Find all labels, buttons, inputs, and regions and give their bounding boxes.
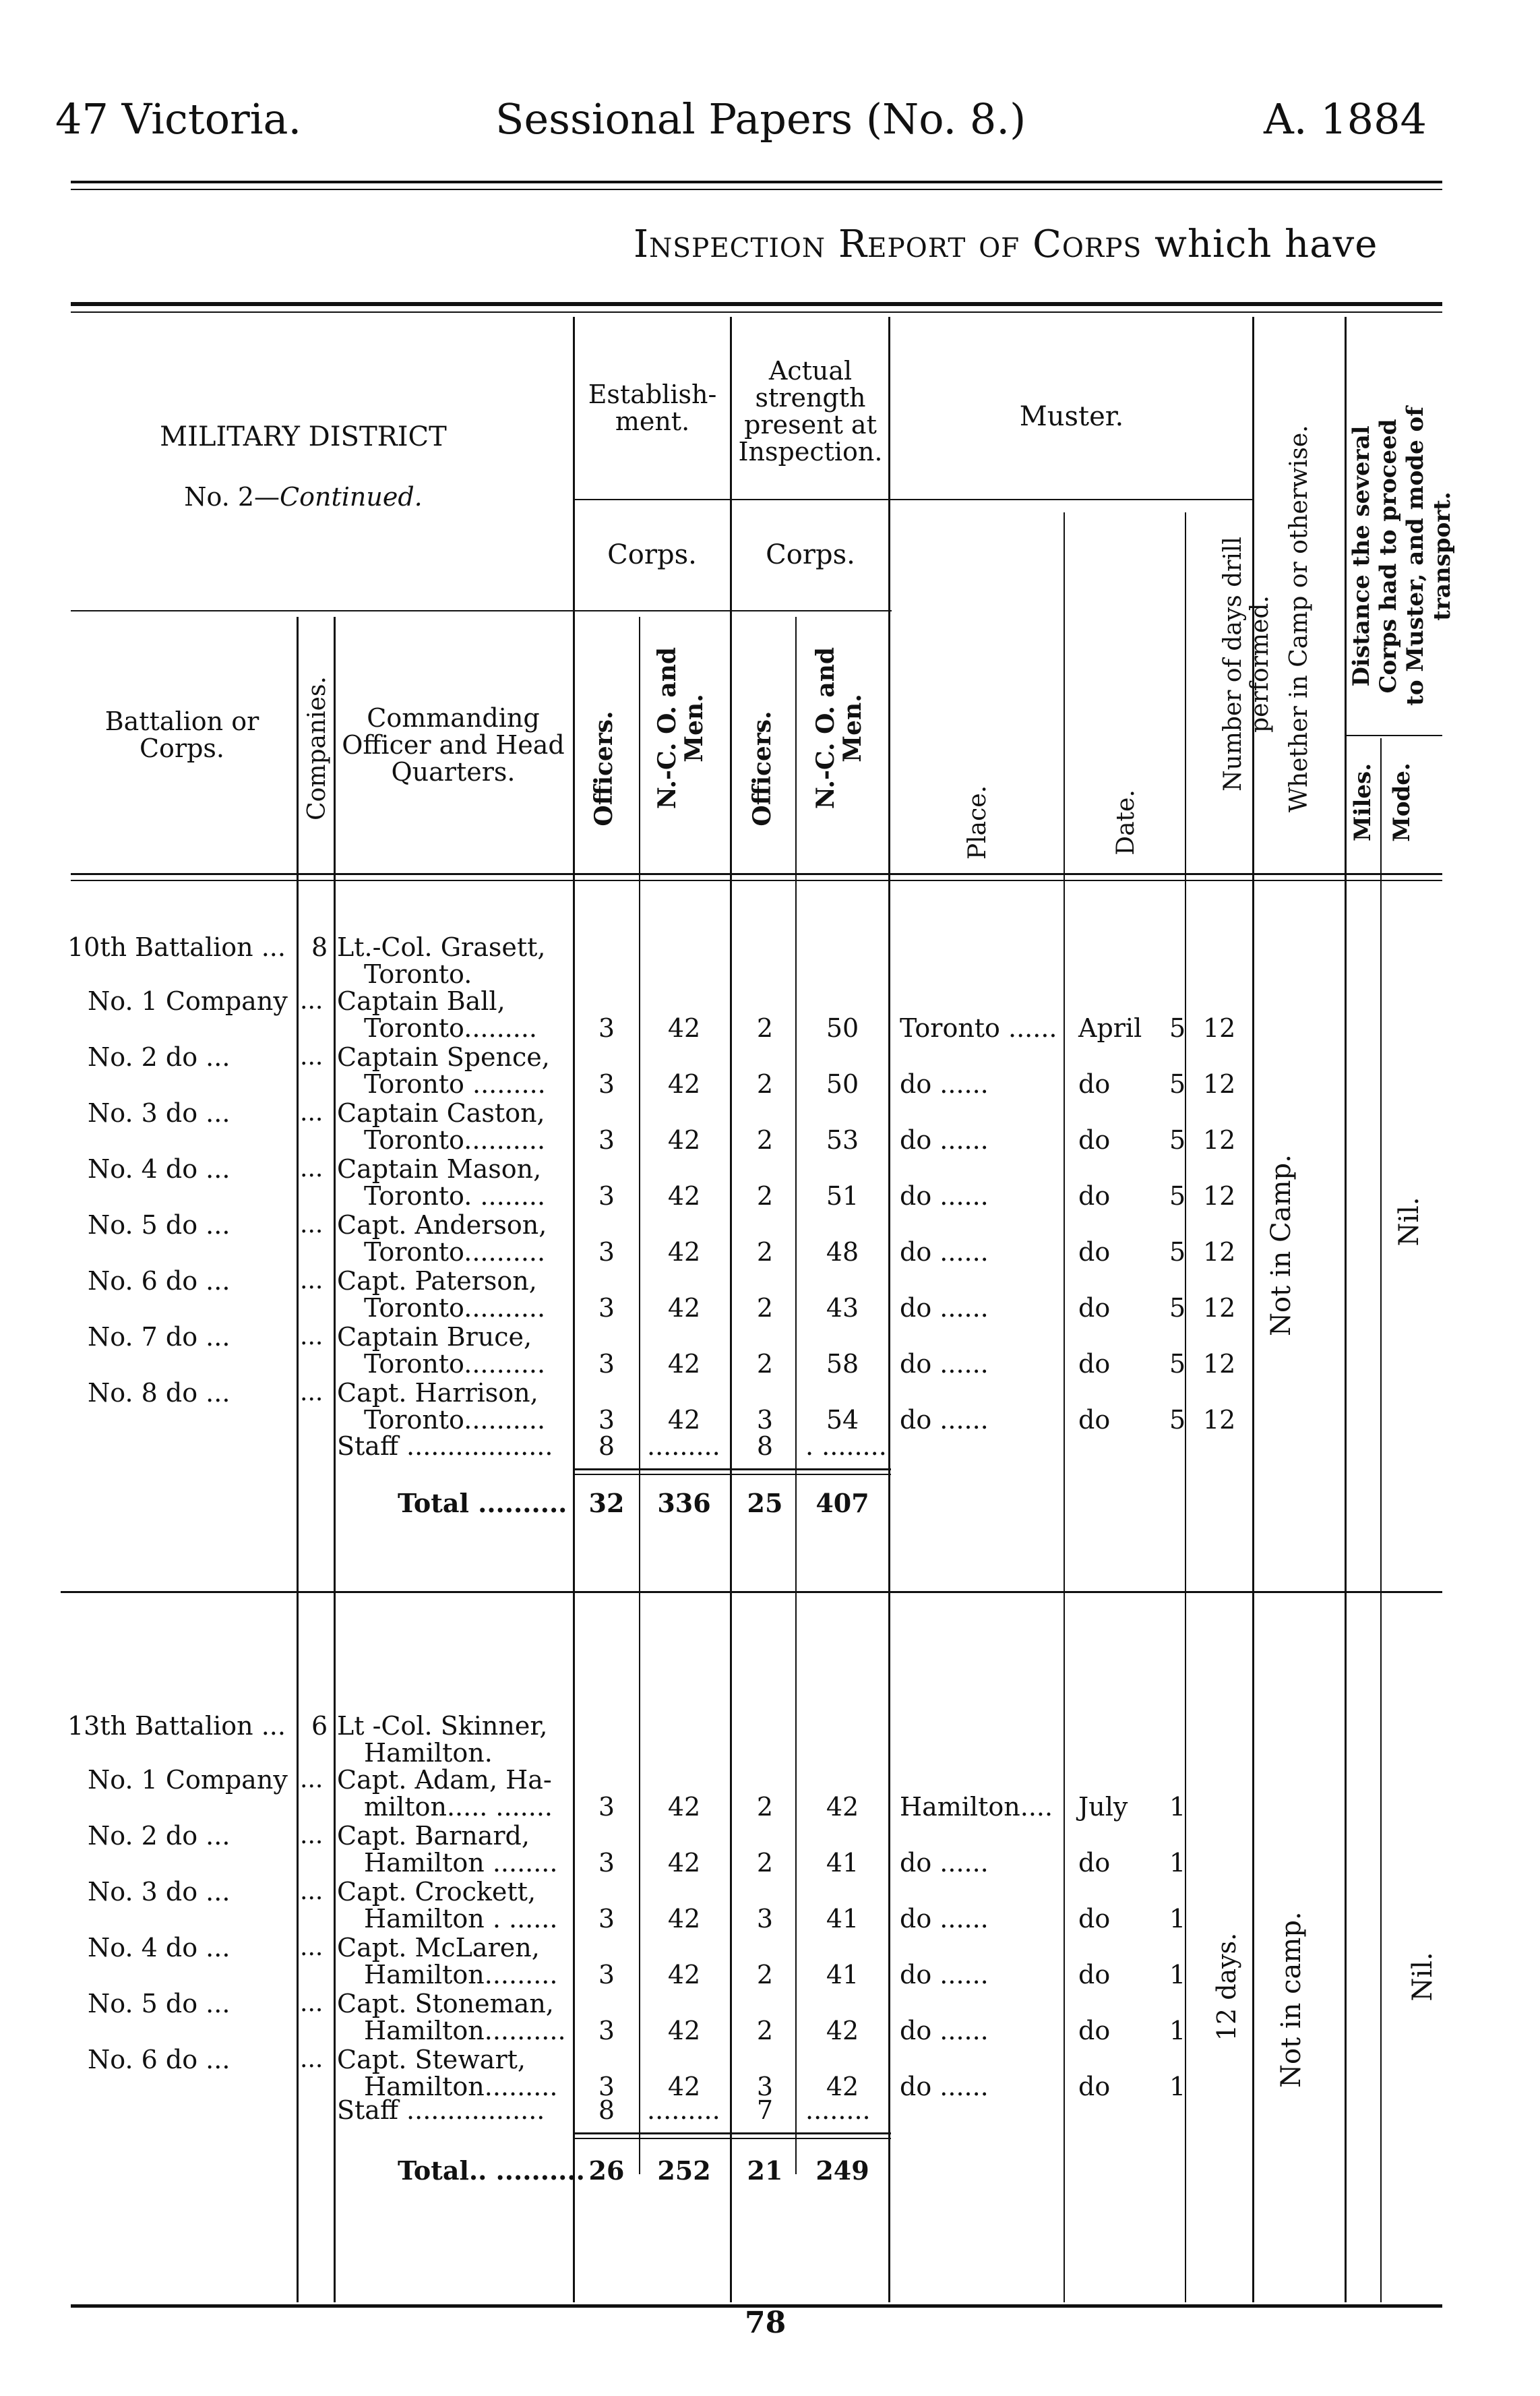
- section1-row-men: 42: [667, 1181, 701, 1211]
- section1-row-sep: ...: [300, 1155, 324, 1182]
- district-heading: MILITARY DISTRICT: [160, 421, 447, 452]
- section2-companies: 6: [311, 1711, 328, 1741]
- col-officers-est: Officers.: [590, 711, 618, 827]
- section1-staff-men: .........: [647, 1431, 720, 1461]
- section2-commander-2: Hamilton.: [364, 1738, 493, 1768]
- section2-row-sep: ...: [300, 1878, 324, 1905]
- header-center: Sessional Papers (No. 8.): [495, 94, 1026, 144]
- section1-row-days: 12: [1203, 1069, 1236, 1099]
- section2-staff-label: Staff .................: [337, 2095, 545, 2125]
- section2-battalion: 13th Battalion ...: [67, 1711, 286, 1741]
- header-rule-thin: [71, 189, 1442, 190]
- section2-commander-1: Lt -Col. Skinner,: [337, 1711, 548, 1741]
- section2-row-day: 1: [1169, 2016, 1186, 2045]
- section1-row-aoff: 3: [756, 1405, 774, 1435]
- section2-row-day: 1: [1169, 1904, 1186, 1934]
- section2-row-amen: 42: [826, 1792, 859, 1822]
- section1-row-cmd1: Captain Bruce,: [337, 1322, 532, 1352]
- section1-row-sep: ...: [300, 1323, 324, 1350]
- section2-row-men: 42: [667, 2016, 701, 2045]
- section2-row-amen: 41: [826, 1904, 859, 1934]
- section2-row-cmd1: Capt. Crockett,: [337, 1877, 536, 1907]
- section1-row-men: 42: [667, 1405, 701, 1435]
- section1-row-day: 5: [1169, 1013, 1186, 1043]
- section2-row-cmd2: Hamilton.........: [364, 1960, 558, 1989]
- section1-row-off: 3: [598, 1013, 615, 1043]
- section1-row-aoff: 2: [756, 1013, 774, 1043]
- header-bottom-rule: [71, 873, 1442, 875]
- section2-staff-amen: ........: [805, 2095, 871, 2125]
- section1-row-aoff: 2: [756, 1293, 774, 1323]
- section2-staff-men: .........: [647, 2095, 720, 2125]
- section1-row-days: 12: [1203, 1181, 1236, 1211]
- section1-row-amen: 48: [826, 1237, 859, 1267]
- section2-row-cmd1: Capt. Barnard,: [337, 1821, 530, 1851]
- col-actual-strength: Actual strength present at Inspection.: [738, 356, 883, 467]
- section2-row-sep: ...: [300, 2045, 324, 2073]
- section1-row-day: 5: [1169, 1349, 1186, 1379]
- section1-row-sep: ...: [300, 987, 324, 1015]
- section-divider: [61, 1591, 1442, 1593]
- section2-row-cmd1: Capt. Stewart,: [337, 2045, 526, 2074]
- section1-row-cmd2: Toronto..........: [364, 1349, 546, 1379]
- section1-row-unit: No. 7 do ...: [88, 1322, 230, 1352]
- section1-row-day: 5: [1169, 1125, 1186, 1155]
- col-line: [1380, 738, 1382, 2302]
- section1-row-place: do ......: [900, 1405, 989, 1435]
- section1-row-cmd1: Capt. Harrison,: [337, 1378, 538, 1408]
- section1-row-amen: 51: [826, 1181, 859, 1211]
- section1-row-day: 5: [1169, 1237, 1186, 1267]
- col-line: [1345, 317, 1347, 2302]
- section2-row-off: 3: [598, 1904, 615, 1934]
- section1-row-cmd2: Toronto. ........: [364, 1181, 546, 1211]
- col-nco-est: N.-C. O. and Men.: [653, 647, 708, 810]
- section1-row-aoff: 2: [756, 1181, 774, 1211]
- page-title: Inspection Report of Corps which have: [634, 222, 1378, 266]
- section1-row-cmd1: Capt. Paterson,: [337, 1266, 537, 1296]
- col-place: Place.: [964, 785, 991, 860]
- section1-row-place: do ......: [900, 1069, 989, 1099]
- section1-row-place: do ......: [900, 1349, 989, 1379]
- section2-distance: Nil.: [1407, 1952, 1438, 2002]
- col-establishment: Establish-ment.: [588, 380, 717, 436]
- section2-row-unit: No. 2 do ...: [88, 1821, 230, 1851]
- section1-row-month: do: [1078, 1069, 1111, 1099]
- section2-row-men: 42: [667, 1792, 701, 1822]
- section1-row-days: 12: [1203, 1013, 1236, 1043]
- section2-row-unit: No. 6 do ...: [88, 2045, 230, 2074]
- section1-row-off: 3: [598, 1293, 615, 1323]
- section2-row-place: do ......: [900, 1960, 989, 1989]
- section2-row-month: do: [1078, 2016, 1111, 2045]
- section1-row-amen: 43: [826, 1293, 859, 1323]
- section2-days: 12 days.: [1212, 1932, 1241, 2041]
- section1-row-day: 5: [1169, 1293, 1186, 1323]
- section1-row-cmd2: Toronto..........: [364, 1293, 546, 1323]
- section1-row-unit: No. 1 Company: [88, 986, 288, 1016]
- section1-row-day: 5: [1169, 1181, 1186, 1211]
- section1-row-sep: ...: [300, 1043, 324, 1071]
- section1-row-place: do ......: [900, 1181, 989, 1211]
- section1-row-aoff: 2: [756, 1237, 774, 1267]
- col-line: [888, 317, 890, 2302]
- section1-row-month: April: [1078, 1013, 1142, 1043]
- section1-row-men: 42: [667, 1069, 701, 1099]
- section2-row-sep: ...: [300, 1766, 324, 1793]
- section2-row-aoff: 2: [756, 1792, 774, 1822]
- section1-row-aoff: 2: [756, 1349, 774, 1379]
- section2-row-unit: No. 5 do ...: [88, 1989, 230, 2018]
- section1-staff-amen: . ........: [805, 1431, 887, 1461]
- section2-staff-off: 8: [598, 2095, 615, 2125]
- section1-row-unit: No. 8 do ...: [88, 1378, 230, 1408]
- section2-row-cmd1: Capt. Stoneman,: [337, 1989, 554, 2018]
- section1-row-days: 12: [1203, 1349, 1236, 1379]
- section1-row-days: 12: [1203, 1293, 1236, 1323]
- section2-row-off: 3: [598, 2016, 615, 2045]
- section1-row-cmd2: Toronto.........: [364, 1013, 537, 1043]
- col-muster: Muster.: [1019, 401, 1124, 432]
- section2-row-amen: 41: [826, 1960, 859, 1989]
- section1-battalion: 10th Battalion ...: [67, 932, 286, 962]
- section2-camp: Not in camp.: [1276, 1911, 1307, 2088]
- section2-row-amen: 42: [826, 2016, 859, 2045]
- section2-row-cmd2: Hamilton ........: [364, 1848, 558, 1878]
- section1-row-sep: ...: [300, 1211, 324, 1238]
- section2-row-cmd2: Hamilton.........: [364, 2072, 558, 2101]
- col-miles: Miles.: [1349, 762, 1376, 842]
- section1-row-month: do: [1078, 1237, 1111, 1267]
- section2-row-unit: No. 4 do ...: [88, 1933, 230, 1963]
- col-mode: Mode.: [1388, 762, 1415, 842]
- section2-row-cmd1: Capt. McLaren,: [337, 1933, 540, 1963]
- section1-companies: 8: [311, 932, 328, 962]
- section1-row-place: Toronto ......: [900, 1013, 1057, 1043]
- col-officers-actual: Officers.: [748, 711, 776, 827]
- section1-row-amen: 54: [826, 1405, 859, 1435]
- section2-row-place: do ......: [900, 1848, 989, 1878]
- section1-row-cmd1: Captain Caston,: [337, 1098, 545, 1128]
- section1-row-amen: 50: [826, 1013, 859, 1043]
- section1-row-day: 5: [1169, 1069, 1186, 1099]
- section2-row-off: 3: [598, 1792, 615, 1822]
- col-line: [795, 617, 797, 2174]
- section2-row-aoff: 2: [756, 1848, 774, 1878]
- section1-row-month: do: [1078, 1293, 1111, 1323]
- section1-row-place: do ......: [900, 1237, 989, 1267]
- section1-row-place: do ......: [900, 1125, 989, 1155]
- section1-distance: Nil.: [1394, 1197, 1425, 1247]
- section2-row-men: 42: [667, 1848, 701, 1878]
- section1-row-days: 12: [1203, 1405, 1236, 1435]
- section2-row-aoff: 2: [756, 2016, 774, 2045]
- section2-total-off: 26: [588, 2155, 625, 2186]
- section2-row-day: 1: [1169, 2072, 1186, 2101]
- section1-row-unit: No. 5 do ...: [88, 1210, 230, 1240]
- section1-row-off: 3: [598, 1069, 615, 1099]
- section2-row-month: do: [1078, 1848, 1111, 1878]
- section2-total-men: 252: [657, 2155, 711, 2186]
- section2-row-month: do: [1078, 1904, 1111, 1934]
- section1-row-men: 42: [667, 1293, 701, 1323]
- section1-total-men: 336: [657, 1488, 711, 1518]
- section1-row-days: 12: [1203, 1237, 1236, 1267]
- district-sub: No. 2—Continued.: [184, 482, 423, 512]
- col-companies: Companies.: [303, 676, 331, 820]
- section1-row-month: do: [1078, 1181, 1111, 1211]
- section1-total-aoff: 25: [747, 1488, 783, 1518]
- section1-row-place: do ......: [900, 1293, 989, 1323]
- section2-row-month: do: [1078, 2072, 1111, 2101]
- section1-row-amen: 50: [826, 1069, 859, 1099]
- section1-total-off: 32: [588, 1488, 625, 1518]
- section2-row-unit: No. 3 do ...: [88, 1877, 230, 1907]
- col-line: [1064, 512, 1065, 2302]
- section2-row-men: 42: [667, 1904, 701, 1934]
- section1-row-unit: No. 3 do ...: [88, 1098, 230, 1128]
- section1-row-cmd2: Toronto..........: [364, 1405, 546, 1435]
- section1-row-men: 42: [667, 1349, 701, 1379]
- col-commanding: Commanding Officer and Head Quarters.: [342, 703, 565, 787]
- section2-row-place: do ......: [900, 2072, 989, 2101]
- col-line: [334, 617, 336, 2302]
- section1-row-days: 12: [1203, 1125, 1236, 1155]
- section2-row-month: do: [1078, 1960, 1111, 1989]
- page-number: 78: [745, 2306, 787, 2340]
- section1-row-cmd1: Capt. Anderson,: [337, 1210, 547, 1240]
- section1-row-month: do: [1078, 1405, 1111, 1435]
- section2-row-day: 1: [1169, 1848, 1186, 1878]
- section2-row-cmd1: Capt. Adam, Ha-: [337, 1765, 552, 1795]
- section2-row-off: 3: [598, 1848, 615, 1878]
- section1-row-off: 3: [598, 1125, 615, 1155]
- section1-row-aoff: 2: [756, 1125, 774, 1155]
- table-top-rule: [71, 302, 1442, 306]
- section1-row-unit: No. 4 do ...: [88, 1154, 230, 1184]
- section1-total-label: Total ..........: [398, 1488, 567, 1518]
- section2-row-day: 1: [1169, 1960, 1186, 1989]
- section2-row-place: Hamilton....: [900, 1792, 1053, 1822]
- section1-row-sep: ...: [300, 1099, 324, 1127]
- col-line: [639, 617, 640, 2174]
- section1-commander-2: Toronto.: [364, 959, 472, 989]
- col-line: [573, 317, 575, 2302]
- section1-row-cmd1: Captain Ball,: [337, 986, 505, 1016]
- section1-row-month: do: [1078, 1125, 1111, 1155]
- col-date: Date.: [1112, 789, 1140, 856]
- section1-staff-off: 8: [598, 1431, 615, 1461]
- section1-row-off: 3: [598, 1405, 615, 1435]
- section2-staff-aoff: 7: [756, 2095, 774, 2125]
- header-rule: [71, 181, 1442, 183]
- section1-camp: Not in Camp.: [1266, 1154, 1297, 1336]
- section2-row-unit: No. 1 Company: [88, 1765, 288, 1795]
- section2-row-amen: 41: [826, 1848, 859, 1878]
- section2-row-sep: ...: [300, 1934, 324, 1961]
- section1-row-cmd2: Toronto .........: [364, 1069, 546, 1099]
- section1-row-cmd2: Toronto..........: [364, 1125, 546, 1155]
- section2-row-place: do ......: [900, 1904, 989, 1934]
- section2-row-place: do ......: [900, 2016, 989, 2045]
- section1-row-sep: ...: [300, 1379, 324, 1406]
- section2-row-off: 3: [598, 2072, 615, 2101]
- col-nco-actual: N.-C. O. and Men.: [811, 647, 867, 810]
- section1-row-unit: No. 2 do ...: [88, 1042, 230, 1072]
- section2-row-cmd2: milton..... .......: [364, 1792, 553, 1822]
- section2-row-off: 3: [598, 1960, 615, 1989]
- section1-commander-1: Lt.-Col. Grasett,: [337, 932, 546, 962]
- section1-row-aoff: 2: [756, 1069, 774, 1099]
- col-battalion: Battalion or Corps.: [104, 707, 259, 763]
- header-left: 47 Victoria.: [55, 94, 302, 144]
- section2-row-aoff: 2: [756, 1960, 774, 1989]
- col-camp: Whether in Camp or otherwise.: [1285, 425, 1313, 812]
- section2-row-men: 42: [667, 2072, 701, 2101]
- col-corps-est: Corps.: [607, 539, 697, 570]
- section2-row-aoff: 3: [756, 1904, 774, 1934]
- section2-row-sep: ...: [300, 1822, 324, 1849]
- col-distance: Distance the several Corps had to proceed to Muster, and mode of transport.: [1348, 407, 1456, 706]
- section2-total-aoff: 21: [747, 2155, 783, 2186]
- section1-row-men: 42: [667, 1013, 701, 1043]
- header-right: A. 1884: [1264, 94, 1427, 144]
- col-line: [297, 617, 299, 2302]
- col-corps-actual: Corps.: [766, 539, 855, 570]
- col-days-drill: Number of days drill performed.: [1219, 537, 1274, 791]
- section2-row-amen: 42: [826, 2072, 859, 2101]
- section1-total-amen: 407: [815, 1488, 869, 1518]
- col-line: [730, 317, 732, 2302]
- section1-row-amen: 58: [826, 1349, 859, 1379]
- section1-row-unit: No. 6 do ...: [88, 1266, 230, 1296]
- section2-row-month: July: [1078, 1792, 1128, 1822]
- section2-row-day: 1: [1169, 1792, 1186, 1822]
- section1-row-cmd1: Captain Spence,: [337, 1042, 550, 1072]
- section1-row-cmd2: Toronto..........: [364, 1237, 546, 1267]
- section1-staff-label: Staff ..................: [337, 1431, 553, 1461]
- section2-row-cmd2: Hamilton . ......: [364, 1904, 558, 1934]
- section2-row-cmd2: Hamilton..........: [364, 2016, 566, 2045]
- section2-row-men: 42: [667, 1960, 701, 1989]
- section2-row-aoff: 3: [756, 2072, 774, 2101]
- section2-row-sep: ...: [300, 1989, 324, 2017]
- section1-row-amen: 53: [826, 1125, 859, 1155]
- section1-row-sep: ...: [300, 1267, 324, 1294]
- section2-total-label: Total.. ..........: [398, 2155, 585, 2186]
- section1-staff-aoff: 8: [756, 1431, 774, 1461]
- section1-row-off: 3: [598, 1349, 615, 1379]
- section1-row-men: 42: [667, 1125, 701, 1155]
- section1-row-month: do: [1078, 1349, 1111, 1379]
- section1-row-cmd1: Captain Mason,: [337, 1154, 542, 1184]
- section1-row-off: 3: [598, 1237, 615, 1267]
- section1-row-men: 42: [667, 1237, 701, 1267]
- section1-row-off: 3: [598, 1181, 615, 1211]
- section2-total-amen: 249: [815, 2155, 869, 2186]
- section1-row-day: 5: [1169, 1405, 1186, 1435]
